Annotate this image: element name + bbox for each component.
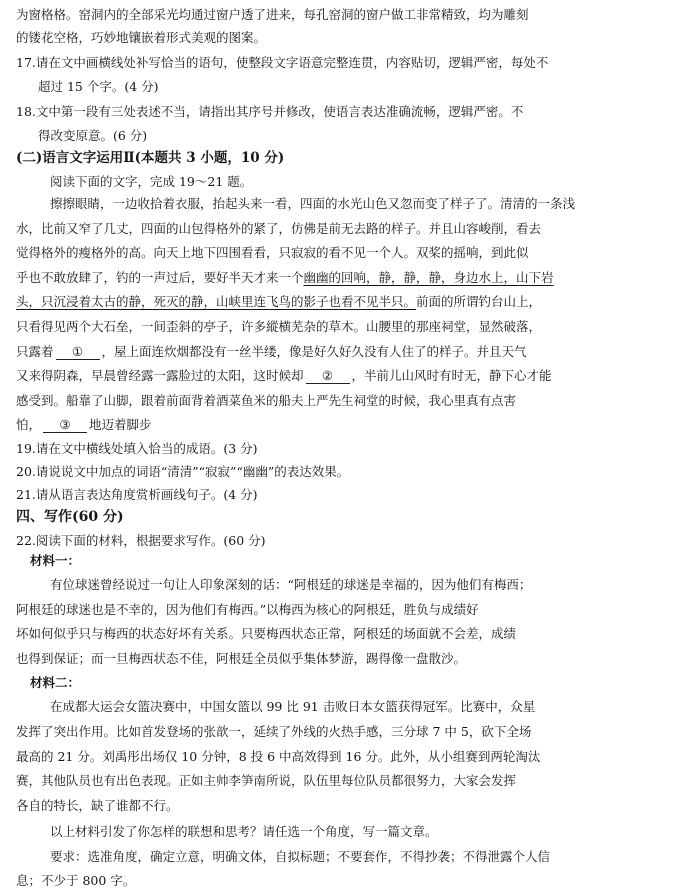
material-2-line-5: 各自的特长，缺了谁都不行。: [16, 797, 179, 813]
passage-line-10-a: 怕，: [16, 417, 42, 433]
passage-line-3: 觉得格外的瘦格外的高。向天上地下四围看看，只寂寂的看不见一个人。双桨的摇响，到此似: [16, 245, 529, 261]
reading-passage: [16, 192, 676, 438]
material-2-line-2: 发挥了突出作用。比如首发登场的张歆一，延续了外线的火热手感，三分球 7 中 5，砍下全场: [16, 723, 532, 739]
answer-blank-2[interactable]: ②: [306, 369, 350, 384]
passage-line-1: 擦擦眼睛，一边收拾着衣服，抬起头来一看，四面的水光山色又忽而变了样子了。清清的一条浅: [50, 196, 576, 211]
material-2-line-4: 赛，其他队员也有出色表现。正如主帅李笋南所说，队伍里每位队员都很努力，大家会发挥: [16, 773, 517, 789]
prompt-line-2: 要求：选准角度，确定立意，明确文体，自拟标题；不要套作，不得抄袭；不得泄露个人信: [50, 848, 551, 864]
prompt-line-1: 以上材料引发了你怎样的联想和思考？请任选一个角度，写一篇文章。: [50, 824, 438, 840]
passage-line-10-b: 地迈着脚步: [89, 417, 152, 433]
passage-line-5: [16, 290, 676, 315]
answer-blank-3[interactable]: ③: [43, 418, 87, 433]
question-18-line-1: 18.文中第一段有三处表述不当，请指出其序号并修改，使语言表达准确流畅，逻辑严密。不: [16, 104, 524, 119]
prompt-line-3: 息；不少于 800 字。: [16, 873, 136, 889]
material-2-line-3: 最高的 21 分。刘禹彤出场仅 10 分钟，8 投 6 中高效得到 16 分。此外，从小组赛到两轮淘汰: [16, 748, 541, 764]
passage-line-9: 感受到。船靠了山脚，跟着前面背着酒菜鱼米的船夫上严先生祠堂的时候，我心里真有点害: [16, 392, 517, 408]
passage-line-6: 只看得见两个大石垒，一间歪斜的亭子，许多縱横芜杂的草木。山腰里的那座祠堂，显然破落，: [16, 318, 542, 334]
top-text-line-2: 的镂花空格，巧妙地镶嵌着形式美观的图案。: [16, 30, 267, 45]
writing-prompt: [16, 820, 676, 894]
question-22: 22.阅读下面的材料，根据要求写作。(60 分): [16, 532, 266, 548]
passage-line-8-b: ，半前儿山风时有时无，静下心才能: [351, 368, 552, 384]
passage-line-7-b: ，屋上面连炊烟都没有一丝半缕，像是好久好久没有人住了的样子。并且天气: [101, 343, 527, 359]
passage-line-8-a: 又来得阴森，早晨曾经露一露脸过的太阳，这时候却: [16, 368, 304, 384]
material-1-line-3: 坏如何似乎只与梅西的状态好坏有关系。只要梅西状态正常，阿根廷的场面就不会差，成绩: [16, 626, 517, 642]
passage-line-7: [16, 340, 676, 365]
answer-blank-1[interactable]: ①: [56, 345, 100, 360]
section-2-intro: 阅读下面的文字，完成 19～21 题。: [50, 174, 253, 189]
material-1-title: 材料一：: [30, 552, 81, 568]
section-2-heading: (二)语言文字运用Ⅱ(本题共 3 小题，10 分): [16, 150, 285, 166]
question-21: 21.请从语言表达角度赏析画线句子。(4 分): [16, 486, 258, 502]
passage-line-8: [16, 364, 676, 389]
passage-line-5-b: 前面的所谓钓台山上，: [416, 294, 542, 310]
passage-line-7-a: 只露着: [16, 343, 54, 359]
section-4-heading: 四、写作(60 分): [16, 508, 124, 525]
passage-line-4-a: 乎也不敢放肆了，钓的一声过后，要好半天才来一个: [16, 269, 304, 285]
material-1: [16, 573, 676, 671]
material-1-line-2: 阿根廷的球迷也是不幸的，因为他们有梅西。”以梅西为核心的阿根廷，胜负与成绩好: [16, 601, 479, 617]
material-1-line-1: 有位球迷曾经说过一句让人印象深刻的话：“阿根廷的球迷是幸福的，因为他们有梅西；: [50, 576, 532, 592]
question-19: 19.请在文中横线处填入恰当的成语。(3 分): [16, 440, 258, 456]
material-2-line-1: 在成都大运会女篮决赛中，中国女篮以 99 比 91 击败日本女篮获得冠军。比赛中，众星: [50, 699, 536, 715]
question-17-line-2: 超过 15 个字。(4 分): [38, 79, 159, 94]
passage-line-10: [16, 413, 676, 438]
passage-line-4: [16, 266, 676, 291]
passage-line-5-underlined: 头，只沉浸着太古的静，死灭的静，山峡里连飞鸟的影子也看不见半只。: [16, 294, 417, 310]
material-2-title: 材料二：: [30, 675, 81, 691]
question-20: 20.请说说文中加点的词语“清清”“寂寂”“幽幽”的表达效果。: [16, 463, 350, 479]
question-18-line-2: 得改变原意。(6 分): [38, 128, 148, 143]
question-17-line-1: 17.请在文中画横线处补写恰当的语句，使整段文字语意完整连贯，内容贴切，逻辑严密，每处不: [16, 55, 549, 70]
top-text-line-1: 为窗格格。窑洞内的全部采光均通过窗户透了进来，每孔窑洞的窗户做工非常精致，均为雕刻: [16, 7, 529, 22]
passage-line-2: 水，比前又窄了几丈，四面的山包得格外的紧了，仿佛是前无去路的样子。并且山容峻削，看去: [16, 220, 542, 236]
passage-line-4-underlined: 幽幽的回响，静，静，静，身边水上，山下岩: [303, 269, 554, 285]
material-1-line-4: 也得到保证；而一旦梅西状态不佳，阿根廷全员似乎集体梦游，踢得像一盘散沙。: [16, 650, 467, 666]
material-2: [16, 695, 676, 818]
